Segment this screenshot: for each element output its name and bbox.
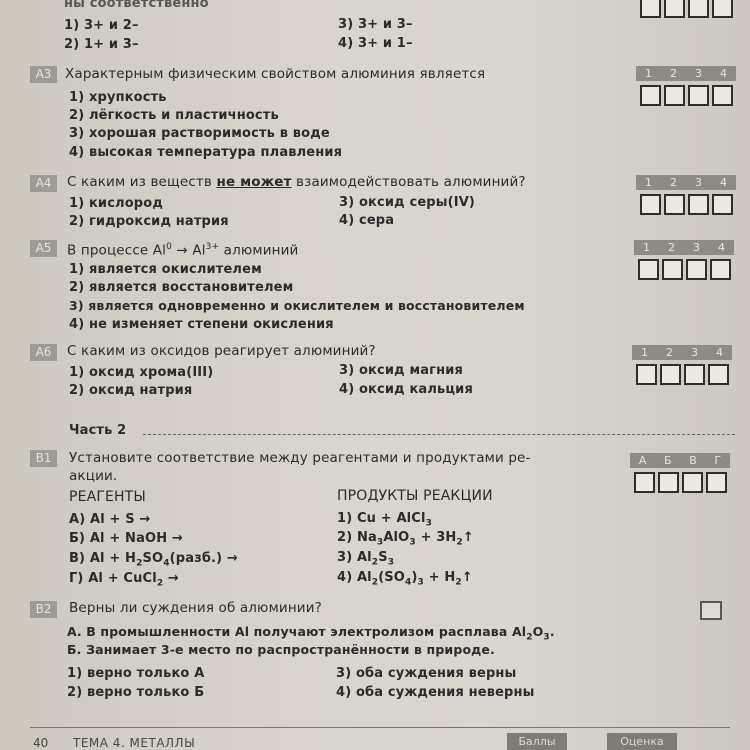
answer-cell[interactable]	[662, 259, 683, 280]
b2-option-4: 4) оба суждения неверны	[336, 685, 535, 700]
a6-answer-grid	[632, 345, 734, 387]
emphasis-not-can: не может	[216, 174, 292, 190]
reagent-g: Г) Al + CuCl$_2$ →	[69, 571, 179, 589]
answer-cell[interactable]	[638, 259, 659, 280]
answer-cell[interactable]	[682, 472, 703, 493]
answer-cell[interactable]	[684, 364, 705, 385]
answer-cell[interactable]	[640, 194, 661, 215]
grid-digit: 4	[720, 176, 727, 189]
grid-digit: 1	[641, 346, 648, 359]
answer-cell[interactable]	[706, 472, 727, 493]
question-a4-text: С каким из веществ не может взаимодействовать алюминий?	[67, 174, 526, 190]
a4-option-1: 1) кислород	[69, 196, 163, 211]
a5-option-3: 3) является одновременно и окислителем и восстановителем	[69, 298, 525, 313]
a5-option-2: 2) является восстановителем	[69, 280, 294, 295]
a4-option-4: 4) сера	[339, 213, 395, 228]
part-2-divider	[143, 434, 735, 435]
top-option-1: 1) 3+ и 2–	[64, 18, 139, 33]
question-a6-text: С каким из оксидов реагирует алюминий?	[67, 343, 376, 359]
answer-cell[interactable]	[640, 85, 661, 106]
product-4: 4) $Al_2(SO_4)_3$ + $H_2↑$	[337, 570, 473, 588]
question-a5-text: В процессе $Al^0 \to Al^{3+}$ алюминий	[67, 242, 299, 259]
answer-cell[interactable]	[660, 364, 681, 385]
grid-digit: 1	[645, 176, 652, 189]
answer-cell[interactable]	[664, 194, 685, 215]
a4-option-2: 2) гидроксид натрия	[69, 214, 229, 229]
a3-option-1: 1) хрупкость	[69, 90, 167, 105]
answer-cell[interactable]	[688, 194, 709, 215]
a4-option-3: 3) оксид серы(IV)	[339, 195, 476, 210]
grid-digit: 2	[670, 67, 677, 80]
b2-statement-a: А. В промышленности Al получают электролизом расплава $Al_2O_3$.	[67, 624, 555, 643]
a6-option-3: 3) оксид магния	[339, 363, 463, 378]
a5-option-1: 1) является окислителем	[69, 262, 262, 277]
question-number-a5: A5	[30, 240, 57, 257]
grid-digit: 1	[645, 67, 652, 80]
footer-title: ТЕМА 4. МЕТАЛЛЫ	[73, 736, 196, 750]
b2-statement-b: Б. Занимает 3-е место по распространённости в природе.	[67, 642, 495, 657]
answer-cell[interactable]	[712, 0, 733, 18]
part-2-heading: Часть 2	[69, 423, 127, 438]
a5-answer-grid	[634, 240, 736, 282]
a3-answer-grid	[636, 66, 738, 108]
product-1: 1) Cu + AlCl$_3$	[337, 511, 432, 529]
page-number: 40	[33, 736, 49, 750]
reagent-a: А) Al + S →	[69, 512, 151, 527]
a6-option-2: 2) оксид натрия	[69, 383, 193, 398]
a3-option-2: 2) лёгкость и пластичность	[69, 108, 279, 123]
question-b1-line1: Установите соответствие между реагентами и продуктами ре-	[69, 450, 531, 466]
top-option-4: 4) 3+ и 1–	[338, 36, 413, 51]
grid-digit: 3	[691, 346, 698, 359]
grid-digit: 3	[693, 241, 700, 254]
a6-option-1: 1) оксид хрома(III)	[69, 365, 214, 380]
answer-cell[interactable]	[688, 85, 709, 106]
question-number-b1: B1	[30, 450, 57, 467]
a6-option-4: 4) оксид кальция	[339, 382, 473, 397]
top-option-2: 2) 1+ и 3–	[64, 37, 139, 52]
grid-digit: 2	[668, 241, 675, 254]
top-option-3: 3) 3+ и 3–	[338, 17, 413, 32]
grid-digit: 1	[643, 241, 650, 254]
b2-answer-box[interactable]	[700, 601, 722, 620]
answer-cell[interactable]	[712, 85, 733, 106]
grid-digit: 4	[716, 346, 723, 359]
answer-cell[interactable]	[712, 194, 733, 215]
grid-letter: Г	[714, 454, 722, 467]
b2-option-2: 2) верно только Б	[67, 685, 205, 700]
products-header: ПРОДУКТЫ РЕАКЦИИ	[337, 488, 493, 504]
product-3: 3) $Al_2S_3$	[337, 550, 395, 568]
reagent-b: Б) Al + NaOH →	[69, 531, 183, 546]
grid-digit: 3	[695, 176, 702, 189]
grid-digit: 2	[666, 346, 673, 359]
question-number-b2: B2	[30, 601, 57, 618]
answer-cell[interactable]	[658, 472, 679, 493]
question-number-a6: A6	[30, 344, 57, 361]
grid-digit: 2	[670, 176, 677, 189]
question-b2-text: Верны ли суждения об алюминии?	[69, 600, 322, 616]
score-label: Баллы	[507, 733, 567, 750]
a3-option-3: 3) хорошая растворимость в воде	[69, 126, 330, 141]
product-2: 2) $Na_3AlO_3$ + $3H_2↑$	[337, 530, 474, 548]
grade-label: Оценка	[607, 733, 677, 750]
top-continuation-line: ны соответственно	[64, 0, 209, 11]
grid-digit: 3	[695, 67, 702, 80]
grid-letter: Б	[664, 454, 672, 467]
reagent-v: В) $Al + H_2SO_4(разб.)$ →	[69, 551, 238, 569]
a3-option-4: 4) высокая температура плавления	[69, 145, 343, 160]
grid-digit: 4	[720, 67, 727, 80]
footer-rule	[30, 727, 730, 728]
reagents-header: РЕАГЕНТЫ	[69, 489, 146, 505]
answer-cell[interactable]	[634, 472, 655, 493]
answer-cell[interactable]	[664, 85, 685, 106]
question-b1-line2: акции.	[69, 468, 118, 484]
b2-option-1: 1) верно только А	[67, 666, 205, 681]
answer-cell[interactable]	[636, 364, 657, 385]
answer-cell[interactable]	[708, 364, 729, 385]
answer-cell[interactable]	[640, 0, 661, 18]
a5-option-4: 4) не изменяет степени окисления	[69, 317, 334, 332]
b1-answer-grid	[630, 453, 732, 495]
a4-answer-grid	[636, 175, 738, 217]
answer-cell[interactable]	[686, 259, 707, 280]
question-number-a3: A3	[30, 66, 57, 83]
grid-letter: В	[689, 454, 697, 467]
answer-cell[interactable]	[710, 259, 731, 280]
b2-option-3: 3) оба суждения верны	[336, 666, 517, 681]
grid-digit: 4	[718, 241, 725, 254]
answer-cell[interactable]	[664, 0, 685, 18]
top-answer-grid	[636, 0, 736, 20]
question-number-a4: A4	[30, 175, 57, 192]
question-a3-text: Характерным физическим свойством алюминия является	[65, 66, 486, 82]
grid-letter: А	[638, 454, 647, 467]
answer-cell[interactable]	[688, 0, 709, 18]
